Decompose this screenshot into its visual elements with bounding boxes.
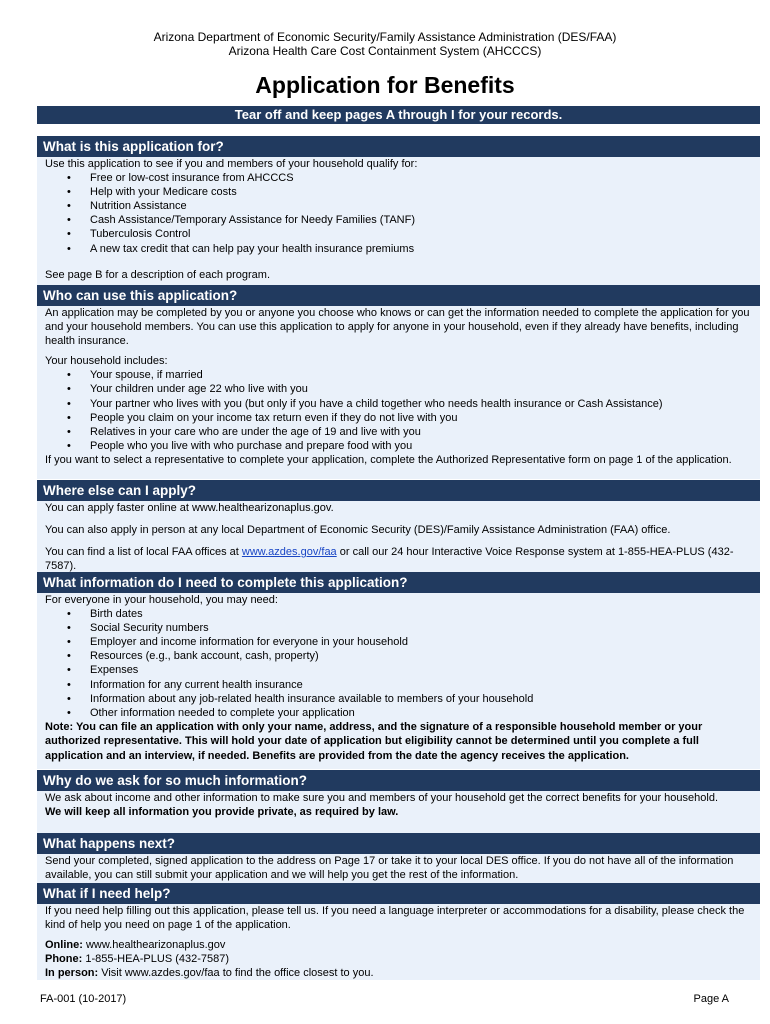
section-body-where-apply (37, 501, 760, 572)
agency-line-2: Arizona Health Care Cost Containment System (AHCCCS) (228, 44, 542, 58)
what-info-intro: For everyone in your household, you may need: (45, 594, 278, 606)
section-heading-who-can-use: Who can use this application? (37, 285, 760, 306)
help-in-person: In person: Visit www.azdes.gov/faa to find the office closest to you. (45, 967, 374, 980)
section-heading-what-next: What happens next? (37, 833, 760, 854)
list-item: • Birth dates (45, 607, 752, 621)
list-item: • Information about any job-related health insurance available to members of your household (45, 692, 752, 706)
list-item: • People you claim on your income tax return even if they do not live with you (45, 411, 752, 425)
list-item: • Other information needed to complete your application (45, 706, 752, 720)
what-next-text: Send your completed, signed application to the address on Page 17 or take it to your local DES office. If you do not have all of the information available, you can still submit your application and we will help you get the rest of the information. (45, 855, 734, 882)
section-heading-what-for: What is this application for? (37, 136, 760, 157)
program-list (45, 171, 752, 256)
section-body-what-next (37, 854, 760, 883)
section-body-who-can-use (37, 306, 760, 479)
page-title: Application for Benefits (255, 72, 515, 98)
privacy-statement: We will keep all information you provide private, as required by law. (45, 806, 399, 819)
section-heading-what-info: What information do I need to complete this application? (37, 572, 760, 593)
list-item: • Your partner who lives with you (but only if you have a child together who needs health insurance or Cash Assistance) (45, 397, 752, 411)
section-body-what-for (37, 157, 760, 285)
help-phone: Phone: 1-855-HEA-PLUS (432-7587) (45, 953, 230, 966)
section-body-need-help (37, 904, 760, 980)
required-info-list (45, 607, 752, 720)
section-body-why-ask (37, 791, 760, 833)
who-can-use-intro: An application may be completed by you or anyone you choose who knows or can get the information needed to complete the application for you and your household members. You can use this application to apply for anyone in your household, even if they already have benefits, including health insurance. (45, 307, 750, 348)
faa-offices-link[interactable]: www.azdes.gov/faa (241, 546, 337, 559)
list-item: • A new tax credit that can help pay your health insurance premiums (45, 242, 752, 256)
list-item: • Relatives in your care who are under the age of 19 and live with you (45, 425, 752, 439)
list-item: • Free or low-cost insurance from AHCCCS (45, 171, 752, 185)
form-id: FA-001 (10-2017) (40, 993, 127, 1005)
list-item: • Expenses (45, 663, 752, 677)
representative-note: If you want to select a representative to complete your application, complete the Authorized Representative form on page 1 of the application. (45, 453, 732, 466)
list-item: • Information for any current health insurance (45, 678, 752, 692)
list-item: • Employer and income information for everyone in your household (45, 635, 752, 649)
need-help-text: If you need help filling out this application, please tell us. If you need a language interpreter or accommodations for a disability, please check the kind of help you need on page 1 of the application. (45, 905, 745, 932)
why-ask-text: We ask about income and other information to make sure you and members of your household get the correct benefits for your household. (45, 792, 719, 804)
section-heading-need-help: What if I need help? (37, 883, 760, 904)
list-item: • Social Security numbers (45, 621, 752, 635)
list-item: • Nutrition Assistance (45, 199, 752, 213)
help-online: Online: www.healthearizonaplus.gov (45, 939, 226, 952)
page-number: Page A (693, 993, 729, 1005)
section-heading-where-apply: Where else can I apply? (37, 480, 760, 501)
what-for-note: See page B for a description of each program. (45, 268, 271, 281)
office-list-text: You can find a list of local FAA offices at www.azdes.gov/faa or call our 24 hour Interactive Voice Response system at 1-855-HEA-PLUS (432-7587). (45, 546, 734, 573)
list-item: • Tuberculosis Control (45, 227, 752, 241)
apply-online-text: You can apply faster online at www.healthearizonaplus.gov. (45, 502, 334, 514)
household-list (45, 368, 752, 453)
list-item: • Cash Assistance/Temporary Assistance for Needy Families (TANF) (45, 213, 752, 227)
list-item: • Help with your Medicare costs (45, 185, 752, 199)
section-body-what-info (37, 593, 760, 769)
section-heading-why-ask: Why do we ask for so much information? (37, 770, 760, 791)
tear-off-banner: Tear off and keep pages A through I for your records. (37, 106, 760, 124)
list-item: • People who you live with who purchase and prepare food with you (45, 439, 752, 453)
list-item: • Resources (e.g., bank account, cash, property) (45, 649, 752, 663)
list-item: • Your children under age 22 who live with you (45, 382, 752, 396)
agency-line-1: Arizona Department of Economic Security/Family Assistance Administration (DES/FAA) (153, 30, 617, 44)
what-for-intro: Use this application to see if you and members of your household qualify for: (45, 158, 418, 170)
application-note: Note: You can file an application with only your name, address, and the signature of a responsible household member or your authorized representative. This will hold your date of application but eligibility cannot be determined until you complete a full application and an interview, if needed. Benefits are provided from the date the agency receives the application. (45, 720, 703, 762)
apply-in-person-text: You can also apply in person at any local Department of Economic Security (DES)/Family Assistance Administration (FAA) office. (45, 524, 671, 537)
list-item: • Your spouse, if married (45, 368, 752, 382)
household-label: Your household includes: (45, 355, 168, 368)
